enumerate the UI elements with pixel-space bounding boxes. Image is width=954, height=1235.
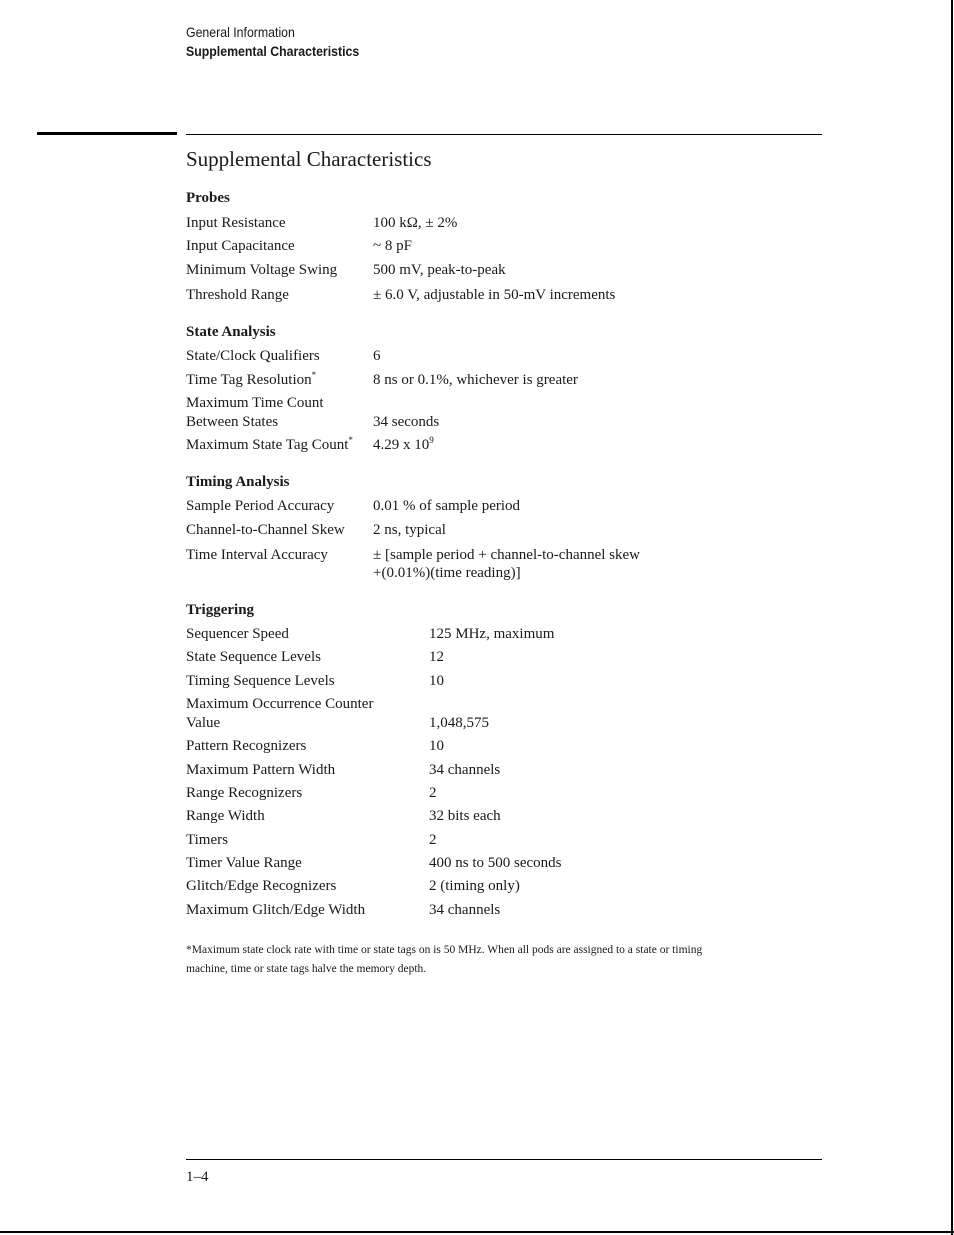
running-head [186, 23, 359, 61]
spec-value: 2 [429, 785, 437, 801]
spec-row [186, 521, 446, 540]
spec-label: Range Width [186, 808, 265, 824]
spec-label-line: Maximum Time Count [186, 395, 324, 411]
spec-row [186, 761, 501, 780]
spec-value: 500 mV, peak-to-peak [373, 262, 506, 278]
spec-label: Input Resistance [186, 215, 286, 231]
spec-value: 32 bits each [429, 808, 501, 824]
running-head-chapter: General Information [186, 24, 295, 40]
spec-row [186, 413, 440, 432]
spec-row [186, 807, 501, 826]
spec-row [186, 901, 501, 920]
spec-label: Timer Value Range [186, 855, 302, 871]
spec-row [186, 648, 444, 667]
probes-heading: Probes [186, 190, 230, 206]
spec-label: Channel-to-Channel Skew [186, 522, 345, 538]
spec-row [186, 261, 506, 280]
spec-row [186, 877, 520, 896]
spec-label: Maximum State Tag Count [186, 437, 349, 453]
spec-value: 12 [429, 649, 444, 665]
triggering-heading: Triggering [186, 602, 255, 618]
spec-row [186, 435, 434, 455]
spec-value: ~ 8 pF [373, 238, 412, 254]
running-head-section: Supplemental Characteristics [186, 43, 360, 59]
page-edge-right [951, 0, 953, 1235]
spec-label: State/Clock Qualifiers [186, 348, 320, 364]
footnote-mark: * [348, 435, 353, 445]
spec-row [186, 784, 437, 803]
spec-label: Range Recognizers [186, 785, 303, 801]
spec-value: ± [sample period + channel-to-channel skew [373, 547, 641, 563]
state-analysis-section [186, 323, 826, 453]
probes-section [186, 189, 826, 303]
spec-label: Timers [186, 832, 228, 848]
state-analysis-heading: State Analysis [186, 324, 276, 340]
spec-label: Timing Sequence Levels [186, 673, 335, 689]
spec-row [186, 214, 458, 233]
spec-value: 34 channels [429, 902, 501, 918]
spec-row [186, 497, 521, 516]
spec-value: 1,048,575 [429, 715, 489, 731]
spec-row [186, 625, 555, 644]
page-number: 1–4 [186, 1169, 209, 1185]
spec-value: 6 [373, 348, 381, 364]
footnote-line: machine, time or state tags halve the memory depth. [186, 963, 427, 975]
spec-value: 10 [429, 738, 444, 754]
spec-value: 2 [429, 832, 437, 848]
spec-label: Glitch/Edge Recognizers [186, 878, 337, 894]
section-marker-rule [37, 132, 177, 135]
spec-row [186, 286, 616, 305]
spec-label-line: Maximum Occurrence Counter [186, 696, 374, 712]
value-mantissa: 4.29 x 10 [373, 437, 430, 453]
footer-rule [186, 1159, 822, 1160]
title-rule [186, 134, 822, 135]
footnote [186, 941, 806, 979]
spec-value: 34 seconds [373, 414, 440, 430]
spec-value: 125 MHz, maximum [429, 626, 555, 642]
triggering-section [186, 601, 826, 918]
spec-value: 8 ns or 0.1%, whichever is greater [373, 372, 578, 388]
spec-label: State Sequence Levels [186, 649, 321, 665]
spec-label: Input Capacitance [186, 238, 295, 254]
spec-row [186, 672, 444, 691]
spec-value: 34 channels [429, 762, 501, 778]
spec-label: Time Tag Resolution [186, 372, 312, 388]
spec-label: Sequencer Speed [186, 626, 289, 642]
spec-value: 100 kΩ, ± 2% [373, 215, 458, 231]
spec-value: 2 ns, typical [373, 522, 446, 538]
spec-label: Maximum Glitch/Edge Width [186, 902, 366, 918]
spec-label: Threshold Range [186, 287, 289, 303]
spec-row [186, 737, 444, 756]
spec-label: Maximum Pattern Width [186, 762, 336, 778]
spec-row [186, 831, 437, 850]
spec-value: 0.01 % of sample period [373, 498, 521, 514]
spec-label: Value [186, 715, 221, 731]
spec-label: Time Interval Accuracy [186, 547, 328, 563]
page-edge-bottom [0, 1231, 954, 1233]
spec-value: 2 (timing only) [429, 878, 520, 894]
spec-value-continued: +(0.01%)(time reading)] [373, 565, 521, 581]
value-exponent: 9 [429, 435, 434, 445]
spec-row [186, 347, 381, 366]
spec-row [186, 546, 641, 565]
spec-label: Sample Period Accuracy [186, 498, 335, 514]
timing-analysis-heading: Timing Analysis [186, 474, 290, 490]
page-title: Supplemental Characteristics [186, 147, 432, 171]
spec-row [186, 370, 578, 390]
spec-value [373, 436, 434, 455]
footnote-line: *Maximum state clock rate with time or state tags on is 50 MHz. When all pods are assigned to a state or timing [186, 944, 703, 956]
spec-value: ± 6.0 V, adjustable in 50-mV increments [373, 287, 616, 303]
spec-value: 400 ns to 500 seconds [429, 855, 562, 871]
timing-analysis-section [186, 473, 826, 581]
spec-row [186, 237, 412, 256]
spec-value: 10 [429, 673, 444, 689]
spec-label: Minimum Voltage Swing [186, 262, 338, 278]
spec-row [186, 854, 562, 873]
spec-row [186, 714, 489, 733]
spec-label: Pattern Recognizers [186, 738, 307, 754]
footnote-mark: * [311, 370, 317, 380]
spec-label: Between States [186, 414, 279, 430]
